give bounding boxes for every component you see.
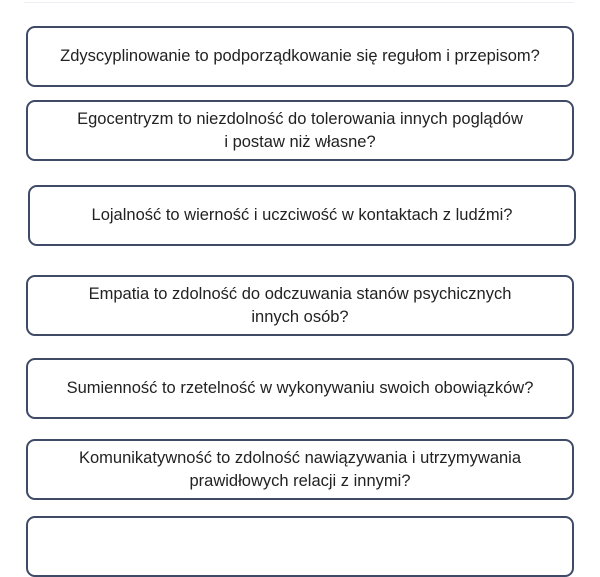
card-text-line: Egocentryzm to niezdolność do tolerowania innych poglądów bbox=[77, 109, 523, 128]
card-text-line: Komunikatywność to zdolność nawiązywania i utrzymywania bbox=[78, 448, 522, 467]
statement-card-lojalnosc[interactable] bbox=[28, 185, 576, 246]
card-text-line: innych osób? bbox=[251, 307, 349, 326]
card-text-line: Lojalność to wierność i uczciwość w kontaktach z ludźmi? bbox=[91, 206, 513, 224]
previous-card-edge bbox=[24, 0, 574, 3]
statement-card-empatia[interactable] bbox=[26, 275, 574, 336]
statement-card-komunikatywnosc[interactable] bbox=[26, 439, 574, 500]
card-text-line: Sumienność to rzetelność w wykonywaniu swoich obowiązków? bbox=[66, 379, 534, 397]
card-text-line: Zdyscyplinowanie to podporządkowanie się regułom i przepisom? bbox=[60, 47, 540, 65]
statement-card-sumiennosc[interactable] bbox=[26, 358, 574, 419]
card-text-line: prawidłowych relacji z innymi? bbox=[189, 471, 411, 490]
statement-card-zdyscyplinowanie[interactable] bbox=[26, 26, 574, 87]
statement-card-partial[interactable] bbox=[26, 516, 574, 577]
card-text-line: Empatia to zdolność do odczuwania stanów psychicznych bbox=[88, 284, 512, 303]
card-text-line: i postaw niż własne? bbox=[224, 132, 376, 151]
statement-card-egocentryzm[interactable] bbox=[26, 100, 574, 161]
